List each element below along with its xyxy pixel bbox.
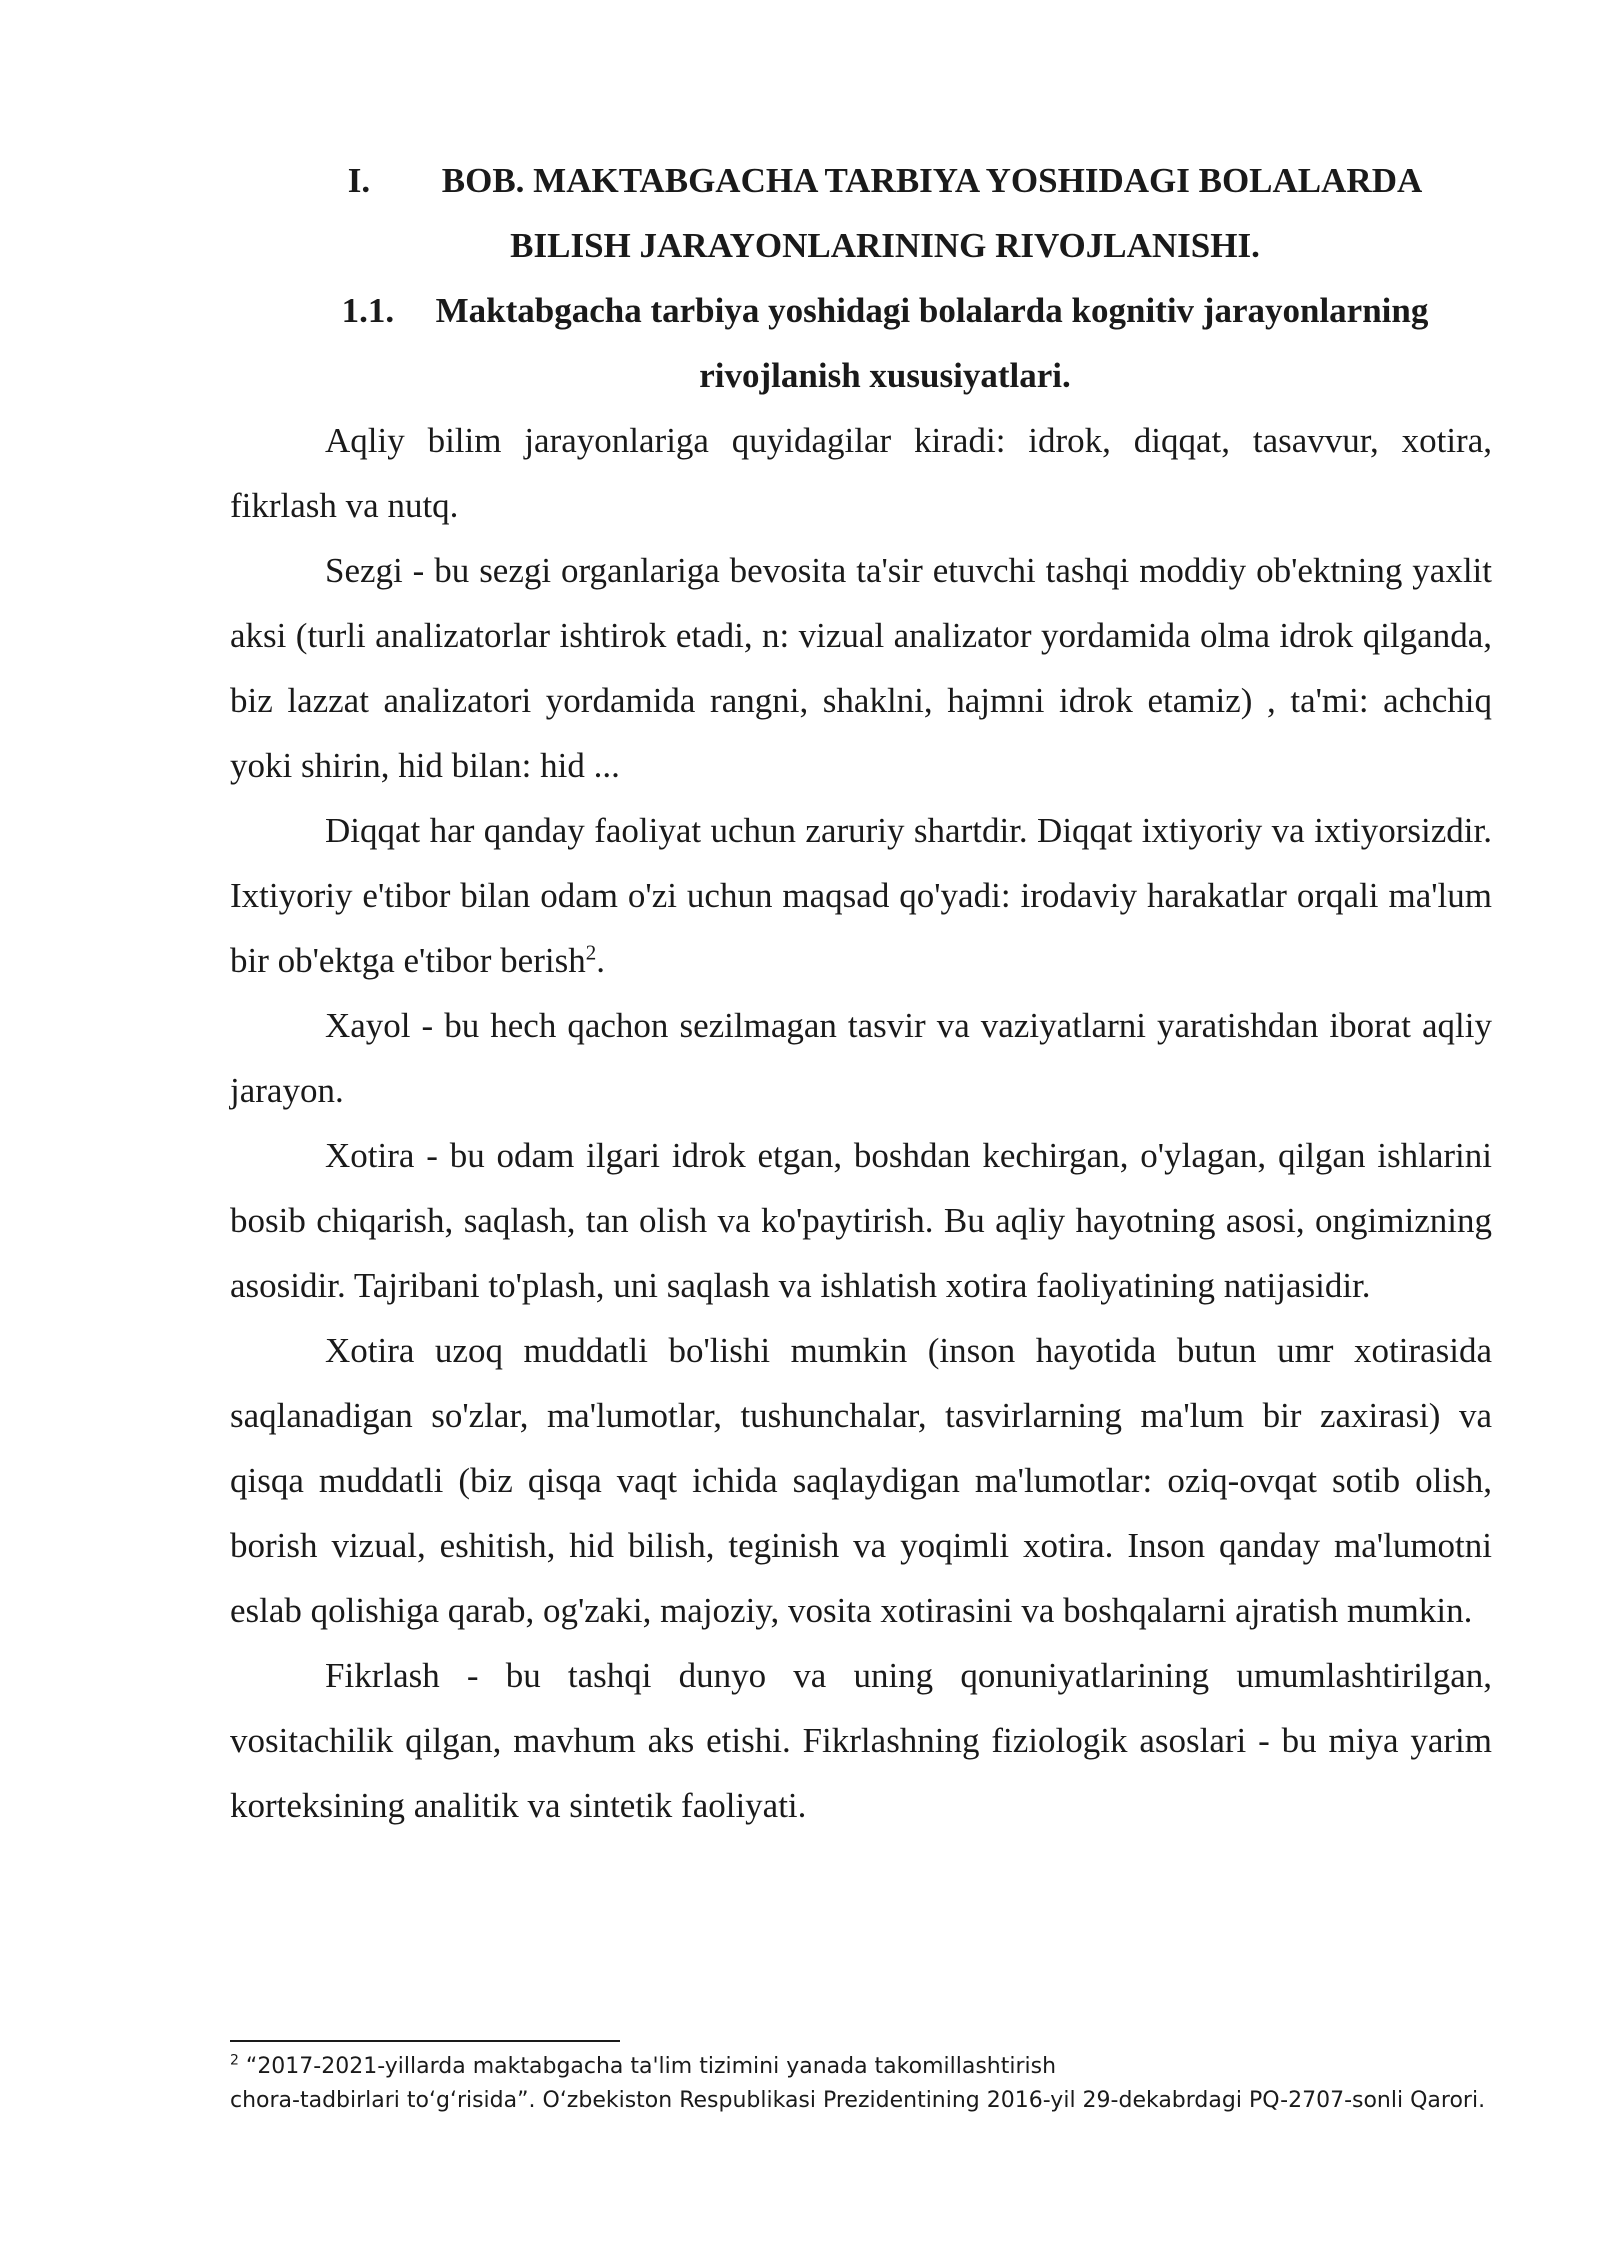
paragraph-memory: Xotira - bu odam ilgari idrok etgan, boshdan kechirgan, o'ylagan, qilgan ishlarini bosib chiqarish, saqlash, tan olish va ko'paytirish. Bu aqliy hayotning asosi, ongimizning asosidir. Tajribani to'plash, uni saqlash va ishlatish xotira faoliyatining natijasidir. [230,1136,1492,1305]
section-title-line2: rivojlanish xususiyatlari. [699,356,1071,395]
chapter-heading [230,148,1492,278]
paragraph-attention-end: . [596,941,605,980]
chapter-number: I. [347,161,371,200]
section-number: 1.1. [341,291,395,330]
footnote-marker: 2 [230,2052,239,2069]
paragraph-thinking: Fikrlash - bu tashqi dunyo va uning qonuniyatlarining umumlashtirilgan, vositachilik qilgan, mavhum aks etishi. Fikrlashning fiziologik asoslari - bu miya yarim korteksining analitik va sintetik faoliyati. [230,1656,1492,1825]
section-heading [230,278,1492,408]
paragraph-attention [230,798,1492,993]
paragraph-memory-types: Xotira uzoq muddatli bo'lishi mumkin (inson hayotida butun umr xotirasida saqlanadigan so'zlar, ma'lumotlar, tushunchalar, tasvirlarning ma'lum bir zaxirasi) va qisqa muddatli (biz qisqa vaqt ichida saqlaydigan ma'lumotlar: oziq-ovqat sotib olish, borish vizual, eshitish, hid bilish, teginish va yoqimli xotira. Inson qanday ma'lumotni eslab qolishiga qarab, og'zaki, majoziy, vosita xotirasini va boshqalarni ajratish mumkin. [230,1331,1492,1630]
paragraph-sensation: Sezgi - bu sezgi organlariga bevosita ta'sir etuvchi tashqi moddiy ob'ektning yaxlit aksi (turli analizatorlar ishtirok etadi, n: vizual analizator yordamida olma idrok qilganda, biz lazzat analizatori yordamida rangni, shaklni, hajmni idrok etamiz) , ta'mi: achchiq yoki shirin, hid bilan: hid ... [230,551,1492,785]
section-title-line1: Maktabgacha tarbiya yoshidagi bolalarda kognitiv jarayonlarning [435,291,1429,330]
footnote-reference[interactable]: 2 [585,940,597,965]
footnote [230,2050,1530,2118]
footnote-line1: “2017-2021-yillarda maktabgacha ta'lim tizimini yanada takomillashtirish [238,2054,1057,2079]
document-page [230,148,1492,1838]
paragraph-attention-text: Diqqat har qanday faoliyat uchun zaruriy shartdir. Diqqat ixtiyoriy va ixtiyorsizdir. Ixtiyoriy e'tibor bilan odam o'zi uchun maqsad qo'yadi: irodaviy harakatlar orqali ma'lum bir ob'ektga e'tibor berish [230,811,1492,980]
footnote-separator [230,2040,620,2042]
paragraph-cognitive-processes: Aqliy bilim jarayonlariga quyidagilar kiradi: idrok, diqqat, tasavvur, xotira, fikrlash va nutq. [230,421,1492,525]
paragraph-imagination: Xayol - bu hech qachon sezilmagan tasvir va vaziyatlarni yaratishdan iborat aqliy jarayon. [230,1006,1492,1110]
footnote-line2: chora-tadbirlari to‘g‘risida”. O‘zbekiston Respublikasi Prezidentining 2016-yil 29-dekabrdagi PQ-2707-sonli Qarori. [230,2088,1486,2113]
chapter-title-line1: BOB. MAKTABGACHA TARBIYA YOSHIDAGI BOLALARDA [441,161,1423,200]
chapter-title-line2: BILISH JARAYONLARINING RIVOJLANISHI. [510,226,1260,265]
